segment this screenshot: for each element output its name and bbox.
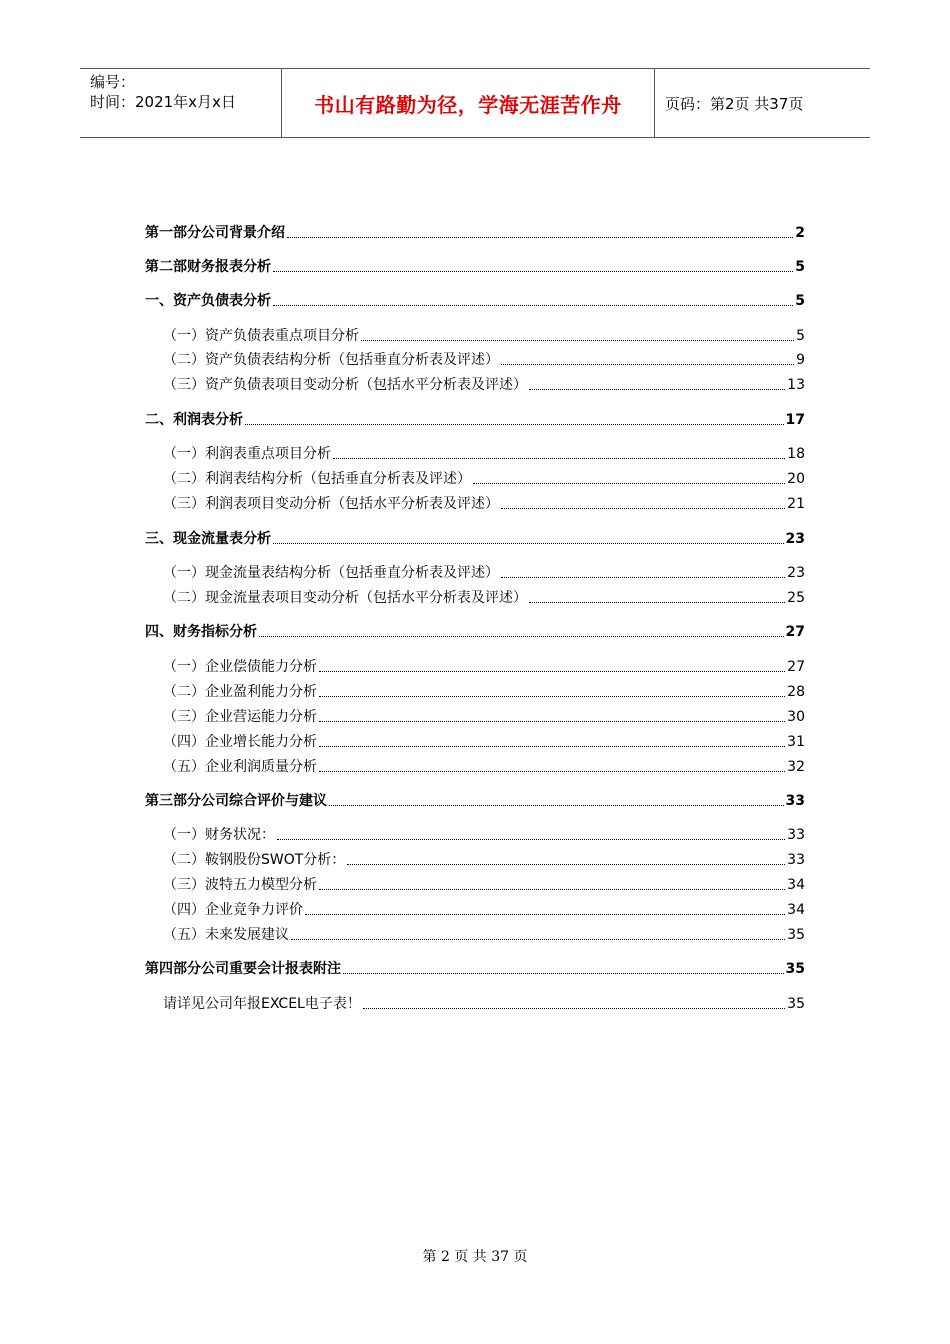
toc-leader-dots [529,602,785,603]
toc-entry[interactable] [163,993,805,1013]
toc-leader-dots [291,939,785,940]
toc-entry[interactable] [163,924,805,944]
toc-leader-dots [529,389,785,390]
toc-entry[interactable] [145,958,805,978]
toc-entry[interactable] [163,349,805,369]
header-meta [80,69,281,137]
toc-entry-page: 31 [787,734,805,750]
document-header [80,68,870,138]
toc-entry-page: 32 [787,759,805,775]
header-number-label: 编号： [90,73,136,91]
toc-entry-page: 13 [787,377,805,393]
toc-entry[interactable] [163,849,805,869]
toc-entry-page: 25 [787,590,805,606]
toc-entry-label: 四、财务指标分析 [145,624,257,640]
toc-entry-label: （五）未来发展建议 [163,927,289,943]
toc-entry-label: 第二部财务报表分析 [145,259,271,275]
toc-entry-page: 33 [787,827,805,843]
toc-entry-label: 二、利润表分析 [145,412,243,428]
toc-entry-page: 17 [785,412,805,428]
toc-entry[interactable] [145,256,805,276]
toc-entry-page: 35 [787,927,805,943]
toc-entry-page: 20 [787,471,805,487]
toc-entry-label: （三）资产负债表项目变动分析（包括水平分析表及评述） [163,377,527,393]
toc-leader-dots [273,543,784,544]
toc-entry-label: （一）企业偿债能力分析 [163,659,317,675]
toc-entry-label: 第四部分公司重要会计报表附注 [145,961,341,977]
toc-leader-dots [501,508,785,509]
toc-entry-label: （三）利润表项目变动分析（包括水平分析表及评述） [163,496,499,512]
toc-leader-dots [501,577,785,578]
toc-entry-page: 28 [787,684,805,700]
toc-entry[interactable] [163,587,805,607]
toc-leader-dots [343,973,784,974]
toc-entry-label: 三、现金流量表分析 [145,531,271,547]
toc-entry-page: 5 [795,293,805,309]
toc-entry-page: 33 [787,852,805,868]
toc-leader-dots [287,237,793,238]
toc-entry[interactable] [163,824,805,844]
toc-entry[interactable] [163,325,805,345]
toc-entry-label: 请详见公司年报EXCEL电子表！ [163,996,361,1012]
toc-entry[interactable] [163,468,805,488]
toc-leader-dots [329,805,784,806]
toc-entry[interactable] [145,409,805,429]
toc-leader-dots [277,839,785,840]
header-time-label: 时间：2021年x月x日 [90,93,236,111]
toc-leader-dots [305,914,785,915]
toc-entry[interactable] [145,790,805,810]
toc-leader-dots [319,771,785,772]
toc-entry-page: 30 [787,709,805,725]
toc-entry-page: 34 [787,902,805,918]
toc-entry[interactable] [163,562,805,582]
toc-leader-dots [319,671,785,672]
toc-entry-label: （四）企业竞争力评价 [163,902,303,918]
toc-entry-label: （二）鞍钢股份SWOT分析： [163,852,346,868]
toc-entry-label: 第三部分公司综合评价与建议 [145,793,327,809]
toc-leader-dots [259,636,784,637]
toc-entry-page: 5 [796,328,805,344]
toc-entry-label: 一、资产负债表分析 [145,293,271,309]
toc-leader-dots [319,889,785,890]
header-motto: 书山有路勤为径，学海无涯苦作舟 [281,69,655,137]
toc-entry[interactable] [145,621,805,641]
toc-leader-dots [501,364,794,365]
toc-leader-dots [273,271,793,272]
toc-entry[interactable] [145,290,805,310]
toc-leader-dots [347,864,785,865]
toc-entry-page: 23 [785,531,805,547]
toc-entry[interactable] [163,656,805,676]
toc-entry-page: 23 [787,565,805,581]
toc-entry[interactable] [163,706,805,726]
toc-entry-page: 5 [795,259,805,275]
toc-entry-page: 35 [785,961,805,977]
toc-entry[interactable] [163,681,805,701]
toc-leader-dots [363,1008,785,1009]
toc-entry-page: 35 [787,996,805,1012]
toc-entry-label: （一）现金流量表结构分析（包括垂直分析表及评述） [163,565,499,581]
toc-entry-label: （三）企业营运能力分析 [163,709,317,725]
toc-entry-label: （二）利润表结构分析（包括垂直分析表及评述） [163,471,471,487]
toc-entry-page: 34 [787,877,805,893]
toc-entry[interactable] [163,374,805,394]
toc-entry-label: （一）财务状况： [163,827,275,843]
toc-leader-dots [333,458,785,459]
toc-entry-page: 21 [787,496,805,512]
toc-leader-dots [319,696,785,697]
toc-entry-label: （五）企业利润质量分析 [163,759,317,775]
toc-entry-label: 第一部分公司背景介绍 [145,225,285,241]
toc-entry-label: （一）利润表重点项目分析 [163,446,331,462]
toc-entry-label: （四）企业增长能力分析 [163,734,317,750]
toc-leader-dots [473,483,785,484]
toc-entry[interactable] [163,731,805,751]
toc-entry-page: 27 [787,659,805,675]
toc-entry[interactable] [163,874,805,894]
toc-entry-page: 2 [795,225,805,241]
toc-entry-page: 9 [796,352,805,368]
toc-entry[interactable] [163,443,805,463]
toc-entry[interactable] [163,899,805,919]
toc-entry[interactable] [163,756,805,776]
toc-entry-label: （二）企业盈利能力分析 [163,684,317,700]
toc-leader-dots [319,721,785,722]
toc-leader-dots [361,340,794,341]
toc-entry[interactable] [145,528,805,548]
toc-entry-label: （一）资产负债表重点项目分析 [163,328,359,344]
toc-entry-label: （二）资产负债表结构分析（包括垂直分析表及评述） [163,352,499,368]
toc-entry-label: （二）现金流量表项目变动分析（包括水平分析表及评述） [163,590,527,606]
header-page-info: 页码：第2页 共37页 [665,94,804,113]
toc-entry[interactable] [145,222,805,242]
toc-leader-dots [245,424,784,425]
toc-leader-dots [273,305,793,306]
toc-entry[interactable] [163,493,805,513]
page-footer: 第 2 页 共 37 页 [422,1249,528,1265]
toc-entry-page: 33 [785,793,805,809]
toc-entry-page: 18 [787,446,805,462]
toc-entry-label: （三）波特五力模型分析 [163,877,317,893]
toc-leader-dots [319,746,785,747]
toc-entry-page: 27 [785,624,805,640]
